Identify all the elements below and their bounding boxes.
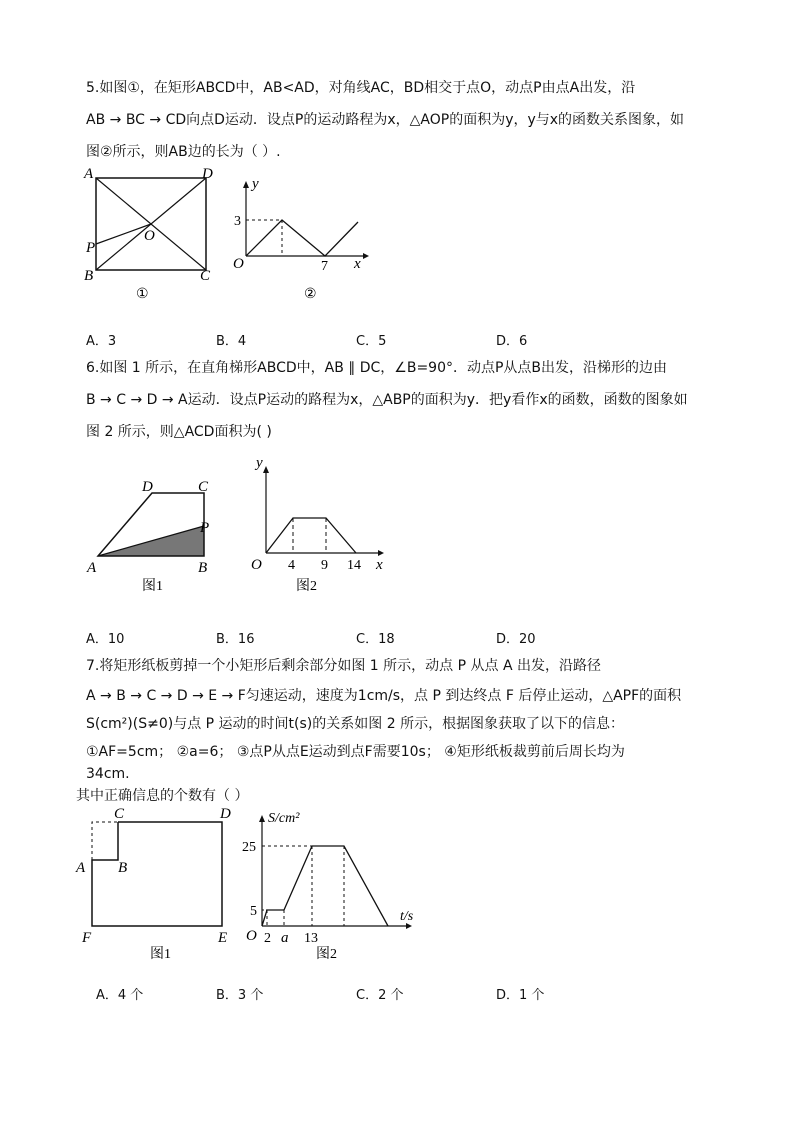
q7-y-arrow: [259, 815, 265, 822]
q5-tick-7: 7: [321, 259, 328, 274]
q5-x-arrow: [363, 253, 369, 259]
q5-line-1: 5.如图①，在矩形ABCD中，AB<AD，对角线AC，BD相交于点O，动点P由点A出发，沿: [86, 80, 636, 96]
q5-line-2: AB → BC → CD向点D运动．设点P的运动路程为x，△AOP的面积为y，y与x的函数关系图象，如: [86, 112, 685, 128]
q7-caption-1: 图1: [150, 947, 171, 962]
q5-caption-1: ①: [136, 287, 149, 302]
q5-figure-1: [84, 166, 224, 302]
q7-removed-rect-dashed: [92, 822, 118, 860]
q7-label-c: C: [114, 806, 125, 822]
q6-caption-2: 图2: [296, 579, 317, 594]
q7-axis-y-label: S/cm²: [268, 811, 300, 826]
q7-label-f: F: [82, 930, 92, 946]
q7-line-6: 其中正确信息的个数有（ ）: [76, 788, 249, 804]
q5-caption-2: ②: [304, 287, 317, 302]
q7-label-e: E: [218, 930, 228, 946]
q7-line-2: A → B → C → D → E → F匀速运动，速度为1cm/s，点 P 到达终点 F 后停止运动，△APF的面积: [86, 688, 682, 704]
q7-label-b: B: [118, 860, 128, 876]
q7-tick-2: 2: [264, 931, 271, 946]
q7-label-d: D: [220, 806, 231, 822]
q6-label-d: D: [142, 479, 153, 495]
q5-option-c[interactable]: C．5: [356, 334, 387, 349]
q7-line-1: 7.将矩形纸板剪掉一个小矩形后剩余部分如图 1 所示，动点 P 从点 A 出发，沿路径: [86, 658, 601, 674]
q5-axis-x-label: x: [354, 256, 361, 272]
q7-line-4: ①AF=5cm； ②a=6； ③点P从点E运动到点F需要10s； ④矩形纸板裁剪前后周长均为: [86, 744, 625, 760]
q5-y-arrow: [243, 181, 249, 188]
q7-option-a[interactable]: A．4 个: [96, 988, 144, 1003]
q6-option-b[interactable]: B．16: [216, 632, 255, 647]
q5-label-o: O: [144, 228, 155, 244]
q6-axis-x-label: x: [376, 557, 383, 573]
q7-origin-label: O: [246, 928, 257, 944]
q5-figure-2: [228, 168, 368, 302]
q7-line-5: 34cm.: [86, 766, 130, 782]
q7-option-c[interactable]: C．2 个: [356, 988, 404, 1003]
q5-label-p: P: [86, 240, 96, 256]
q6-line-2: B → C → D → A运动．设点P运动的路程为x，△ABP的面积为y．把y看作x的函数，函数的图象如: [86, 392, 688, 408]
q6-graph-line: [266, 518, 356, 553]
q5-axis-y-label: y: [252, 176, 259, 192]
q5-option-b[interactable]: B．4: [216, 334, 247, 349]
q5-option-a[interactable]: A．3: [86, 334, 117, 349]
q6-label-p: P: [200, 520, 210, 536]
q7-line-3: S(cm²)(S≠0)与点 P 运动的时间t(s)的关系如图 2 所示，根据图象获取了以下的信息：: [86, 716, 625, 732]
q6-label-a: A: [87, 560, 97, 576]
q6-label-c: C: [198, 479, 209, 495]
q7-label-a: A: [76, 860, 86, 876]
q5-option-d[interactable]: D．6: [496, 334, 528, 349]
q6-line-3: 图 2 所示，则△ACD面积为( ): [86, 424, 272, 440]
q5-origin-label: O: [233, 256, 244, 272]
q6-x-arrow: [378, 550, 384, 556]
q6-option-d[interactable]: D．20: [496, 632, 536, 647]
q6-label-b: B: [198, 560, 208, 576]
q5-tick-3: 3: [234, 214, 241, 229]
q7-option-b[interactable]: B．3 个: [216, 988, 264, 1003]
q5-label-a: A: [84, 166, 94, 182]
q6-caption-1: 图1: [142, 579, 163, 594]
q5-label-d: D: [202, 166, 213, 182]
q7-figure-2: [240, 804, 420, 964]
q7-axis-x-label: t/s: [400, 909, 414, 924]
q6-tick-14: 14: [347, 558, 361, 573]
q5-label-c: C: [200, 268, 211, 284]
q6-figure-2: [248, 453, 398, 598]
q5-graph-line: [246, 220, 358, 256]
q6-option-c[interactable]: C．18: [356, 632, 395, 647]
q5-line-3: 图②所示，则AB边的长为（ ）.: [86, 144, 281, 160]
q5-label-b: B: [84, 268, 94, 284]
q6-line-1: 6.如图 1 所示，在直角梯形ABCD中，AB ∥ DC，∠B=90°．动点P从点B出发，沿梯形的边由: [86, 360, 668, 376]
q7-graph-line: [262, 846, 388, 926]
q6-option-a[interactable]: A．10: [86, 632, 125, 647]
q6-tick-9: 9: [321, 558, 328, 573]
q7-tick-5: 5: [250, 904, 257, 919]
q6-axis-y-label: y: [256, 455, 263, 471]
q5-segment-op: [96, 224, 151, 244]
q7-tick-25: 25: [242, 840, 256, 855]
q7-caption-2: 图2: [316, 947, 337, 962]
q7-cut-board-outline: [92, 822, 222, 926]
q6-origin-label: O: [251, 557, 262, 573]
q6-figure-1: [82, 478, 222, 598]
q7-tick-13: 13: [304, 931, 318, 946]
q7-tick-a: a: [281, 930, 289, 946]
q6-y-arrow: [263, 466, 269, 473]
q7-figure-1: [76, 804, 246, 964]
q7-option-d[interactable]: D．1 个: [496, 988, 545, 1003]
q6-tick-4: 4: [288, 558, 295, 573]
